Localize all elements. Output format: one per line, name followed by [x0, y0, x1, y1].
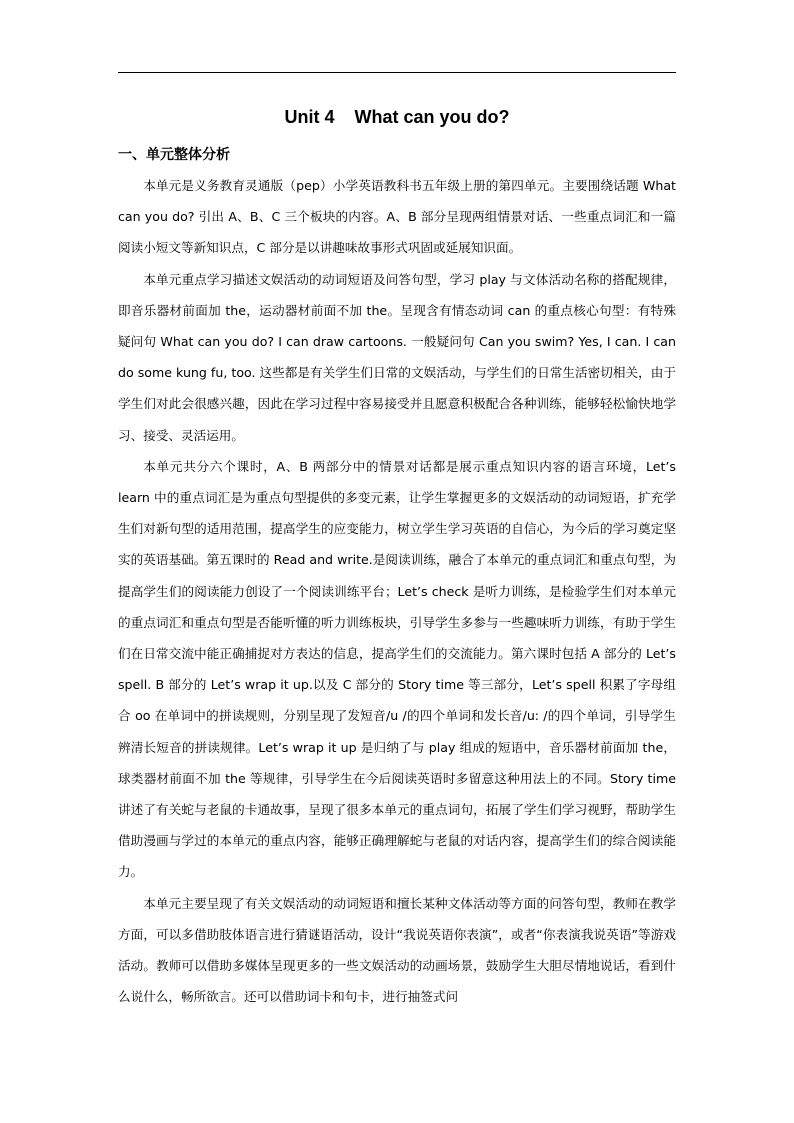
- header-rule: [118, 72, 676, 73]
- unit-title: Unit 4 What can you do?: [284, 107, 510, 127]
- paragraph-4: 本单元主要呈现了有关文娱活动的动词短语和擅长某种文体活动等方面的问答句型，教师在教学方面，可以多借助肢体语言进行猜谜语活动，设计“我说英语你表演”，或者“你表演我说英语”等游戏活动。教师可以借助多媒体呈现更多的一些文娱活动的动画场景，鼓励学生大胆尽情地说话，看到什么说什么，畅所欲言。还可以借助词卡和句卡，进行抽签式问: [118, 895, 676, 1005]
- paragraph-3: 本单元共分六个课时，A、B 两部分中的情景对话都是展示重点知识内容的语言环境，Let’s learn 中的重点词汇是为重点句型提供的多变元素，让学生掌握更多的文娱活动的动词短语，扩充学生们对新句型的适用范围，提高学生的应变能力，树立学生学习英语的自信心，为今后的学习奠定坚实的英语基础。第五课时的 Read and write.是阅读训练，融合了本单元的重点词汇和重点句型，为提高学生们的阅读能力创设了一个阅读训练平台；Let’s check 是听力训练，是检验学生们对本单元的重点词汇和重点句型是否能听懂的听力训练板块，引导学生多参与一些趣味听力训练，有助于学生们在日常交流中能正确捕捉对方表达的信息，提高学生们的交流能力。第六课时包括 A 部分的 Let’s spell. B 部分的 Let’s wrap it up.以及 C 部分的 Story time 等三部分，Let’s spell 积累了字母组合 oo 在单词中的拼读规则，分别呈现了发短音/u /的四个单词和发长音/u: /的四个单词，引导学生辨清长短音的拼读规律。Let’s wrap it up 是归纳了与 play 组成的短语中，音乐器材前面加 the，球类器材前面不加 the 等规律，引导学生在今后阅读英语时多留意这种用法上的不同。Story time 讲述了有关蛇与老鼠的卡通故事，呈现了很多本单元的重点词句，拓展了学生们学习视野，帮助学生借助漫画与学过的本单元的重点内容，能够正确理解蛇与老鼠的对话内容，提高学生们的综合阅读能力。: [118, 458, 676, 880]
- paragraph-1: 本单元是义务教育灵通版（pep）小学英语教科书五年级上册的第四单元。主要围绕话题 What can you do? 引出 A、B、C 三个板块的内容。A、B 部分呈现两组情景对话、一些重点词汇和一篇阅读小短文等新知识点，C 部分是以讲趣味故事形式巩固或延展知识面。: [118, 178, 676, 256]
- body-text: [118, 170, 676, 1012]
- section-heading: 一、单元整体分析: [118, 147, 230, 163]
- paragraph-2: 本单元重点学习描述文娱活动的动词短语及问答句型，学习 play 与文体活动名称的搭配规律，即音乐器材前面加 the，运动器材前面不加 the。呈现含有情态动词 can 的重点核心句型：有特殊疑问句 What can you do? I can draw cartoons. 一般疑问句 Can you swim? Yes, I can. I can do some kung fu, too. 这些都是有关学生们日常的文娱活动，与学生们的日常生活密切相关，由于学生们对此会很感兴趣，因此在学习过程中容易接受并且愿意积极配合各种训练，能够轻松愉快地学习、接受、灵活运用。: [118, 271, 676, 443]
